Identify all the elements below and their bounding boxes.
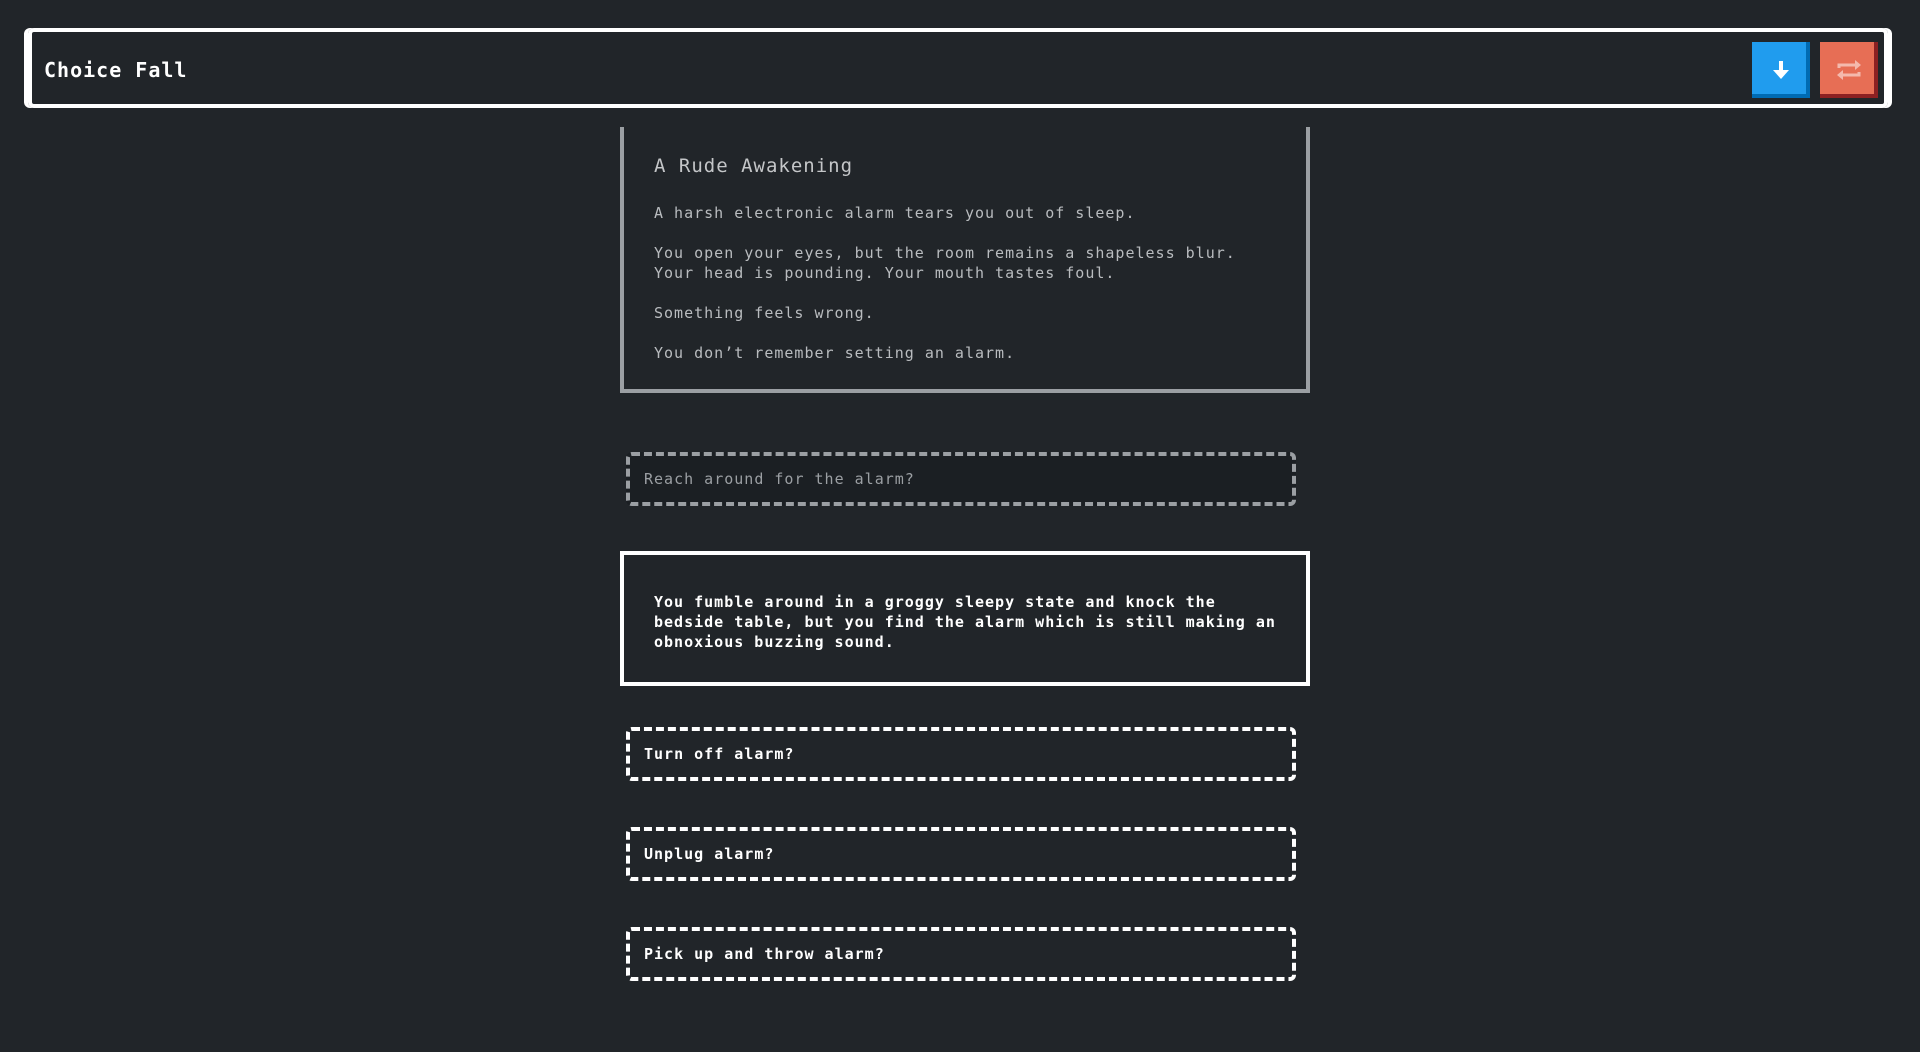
- choice-label: Pick up and throw alarm?: [644, 945, 885, 963]
- chosen-choice: [626, 452, 1296, 506]
- passage-title: A Rude Awakening: [654, 155, 854, 177]
- restart-arrows-icon: [1835, 57, 1863, 83]
- choice-throw-alarm[interactable]: [626, 927, 1296, 981]
- choice-unplug-alarm[interactable]: [626, 827, 1296, 881]
- app-title: Choice Fall: [44, 58, 188, 82]
- restart-button[interactable]: [1820, 42, 1878, 98]
- save-button[interactable]: [1752, 42, 1810, 98]
- passage-paragraph: Something feels wrong.: [654, 304, 875, 322]
- result-text: You fumble around in a groggy sleepy state and knock the bedside table, but you find the alarm which is still making an obnoxious buzzing sound.: [654, 593, 1276, 651]
- chosen-choice-label: Reach around for the alarm?: [644, 470, 915, 488]
- download-arrow-icon: [1771, 59, 1791, 81]
- top-bar: [28, 28, 1888, 108]
- result-box: [620, 551, 1310, 686]
- choice-turn-off-alarm[interactable]: [626, 727, 1296, 781]
- story-container: [620, 127, 1310, 393]
- passage-paragraph: You don’t remember setting an alarm.: [654, 344, 1016, 362]
- choice-label: Turn off alarm?: [644, 745, 795, 763]
- passage-box: [620, 127, 1310, 393]
- choice-label: Unplug alarm?: [644, 845, 775, 863]
- passage-paragraph: You open your eyes, but the room remains a shapeless blur. Your head is pounding. Your mouth tastes foul.: [654, 244, 1236, 282]
- passage-paragraph: A harsh electronic alarm tears you out of sleep.: [654, 204, 1136, 222]
